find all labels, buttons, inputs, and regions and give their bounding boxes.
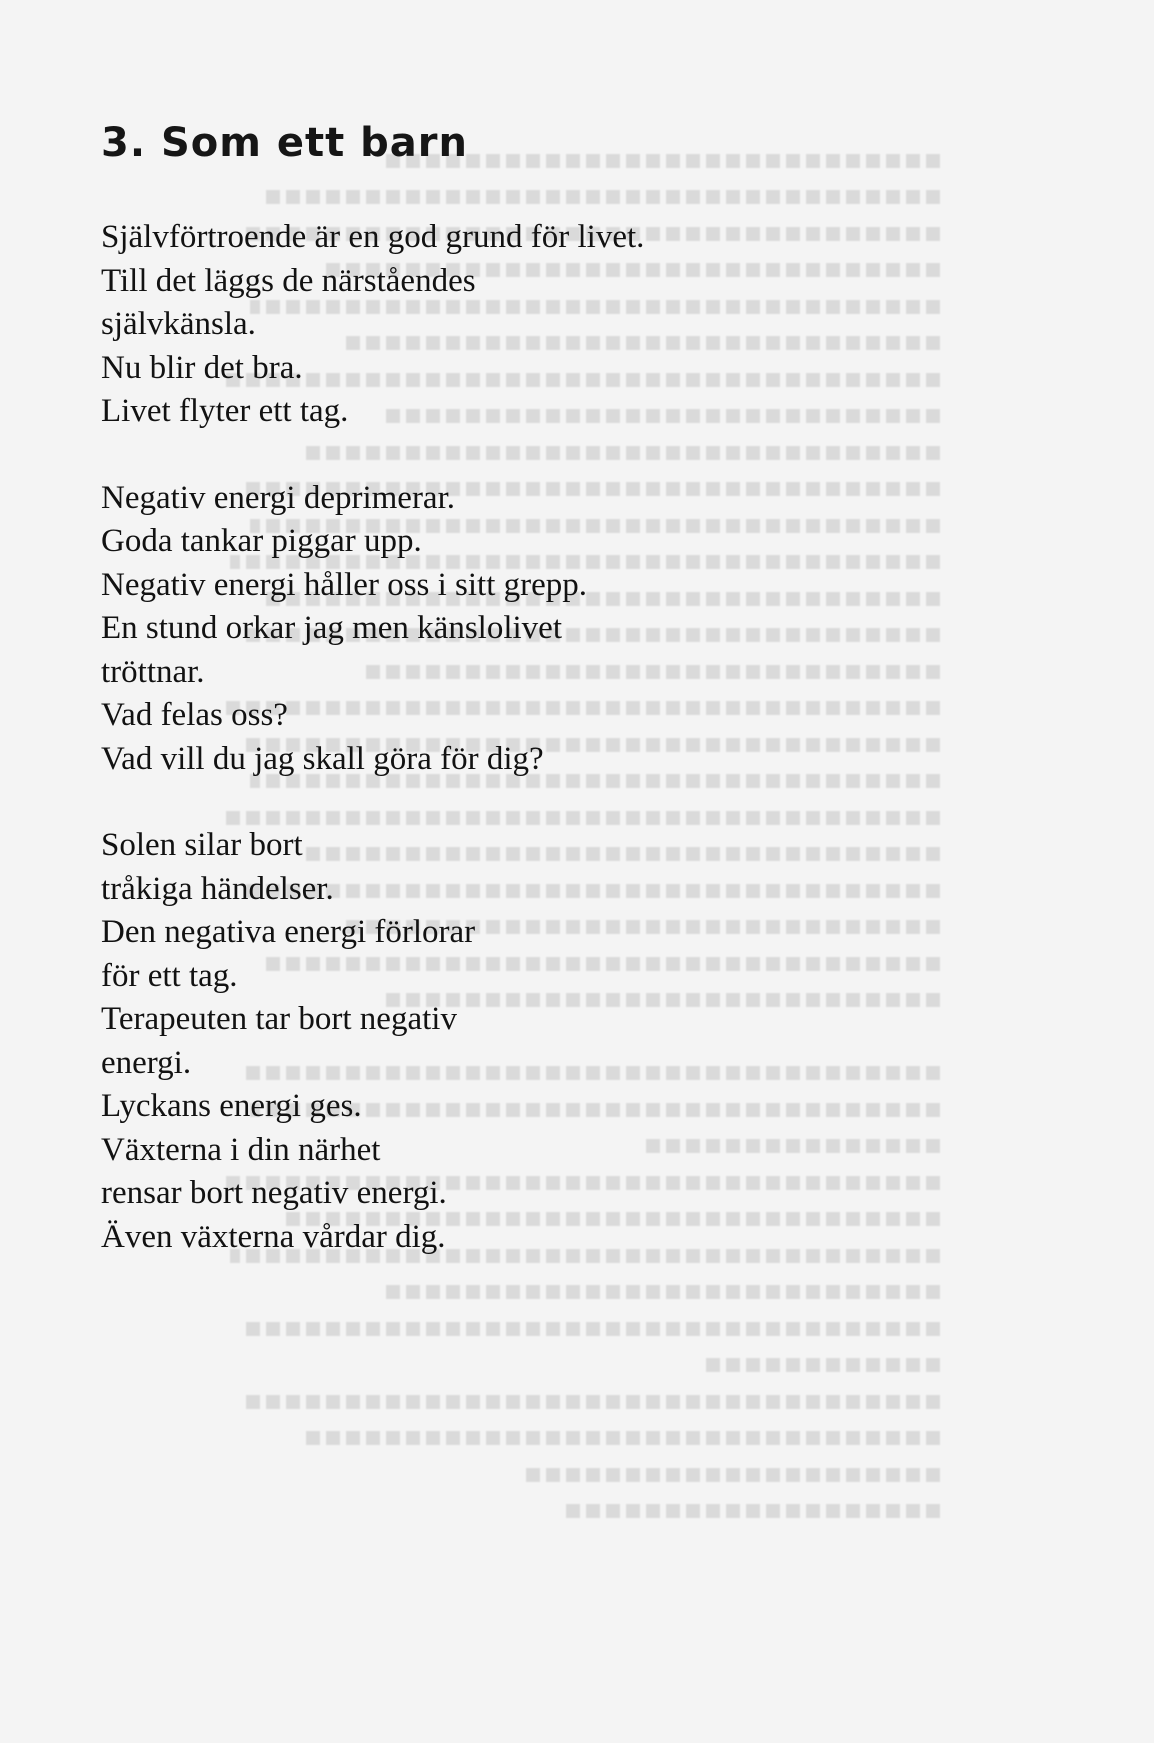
stanza-2 (101, 477, 1001, 782)
poem-line: Negativ energi deprimerar. (101, 479, 455, 516)
poem-line: Den negativa energi förlorar (101, 914, 476, 950)
poem-line: Vad felas oss? (101, 697, 288, 733)
poem-line: Solen silar bort (101, 827, 303, 863)
poem-line: självkänsla. (101, 306, 256, 342)
poem-line: Till det läggs de närståendes (101, 262, 476, 299)
poem-line: Även växterna vårdar dig. (101, 1218, 446, 1255)
poem-line: för ett tag. (101, 957, 238, 994)
stanza-1 (101, 216, 1001, 434)
poem-line: En stund orkar jag men känslolivet (101, 610, 562, 646)
poem-title: 3. Som ett barn (101, 120, 468, 166)
stanza-3 (101, 824, 1001, 1259)
poem-line: Terapeuten tar bort negativ (101, 1001, 457, 1037)
poem-line: Goda tankar piggar upp. (101, 523, 422, 559)
poem-line: Nu blir det bra. (101, 349, 303, 386)
poem-line: energi. (101, 1044, 192, 1081)
poem-line: Negativ energi håller oss i sitt grepp. (101, 566, 588, 603)
poem-line: Självförtroende är en god grund för livet. (101, 219, 645, 255)
poem-line: Växterna i din närhet (101, 1131, 381, 1168)
poem-line: Livet flyter ett tag. (101, 393, 349, 429)
poem (101, 118, 1001, 1302)
poem-line: tråkiga händelser. (101, 870, 334, 907)
poem-line: Lyckans energi ges. (101, 1088, 362, 1124)
poem-line: tröttnar. (101, 653, 205, 690)
poem-line: rensar bort negativ energi. (101, 1175, 447, 1211)
poem-line: Vad vill du jag skall göra för dig? (101, 740, 544, 777)
